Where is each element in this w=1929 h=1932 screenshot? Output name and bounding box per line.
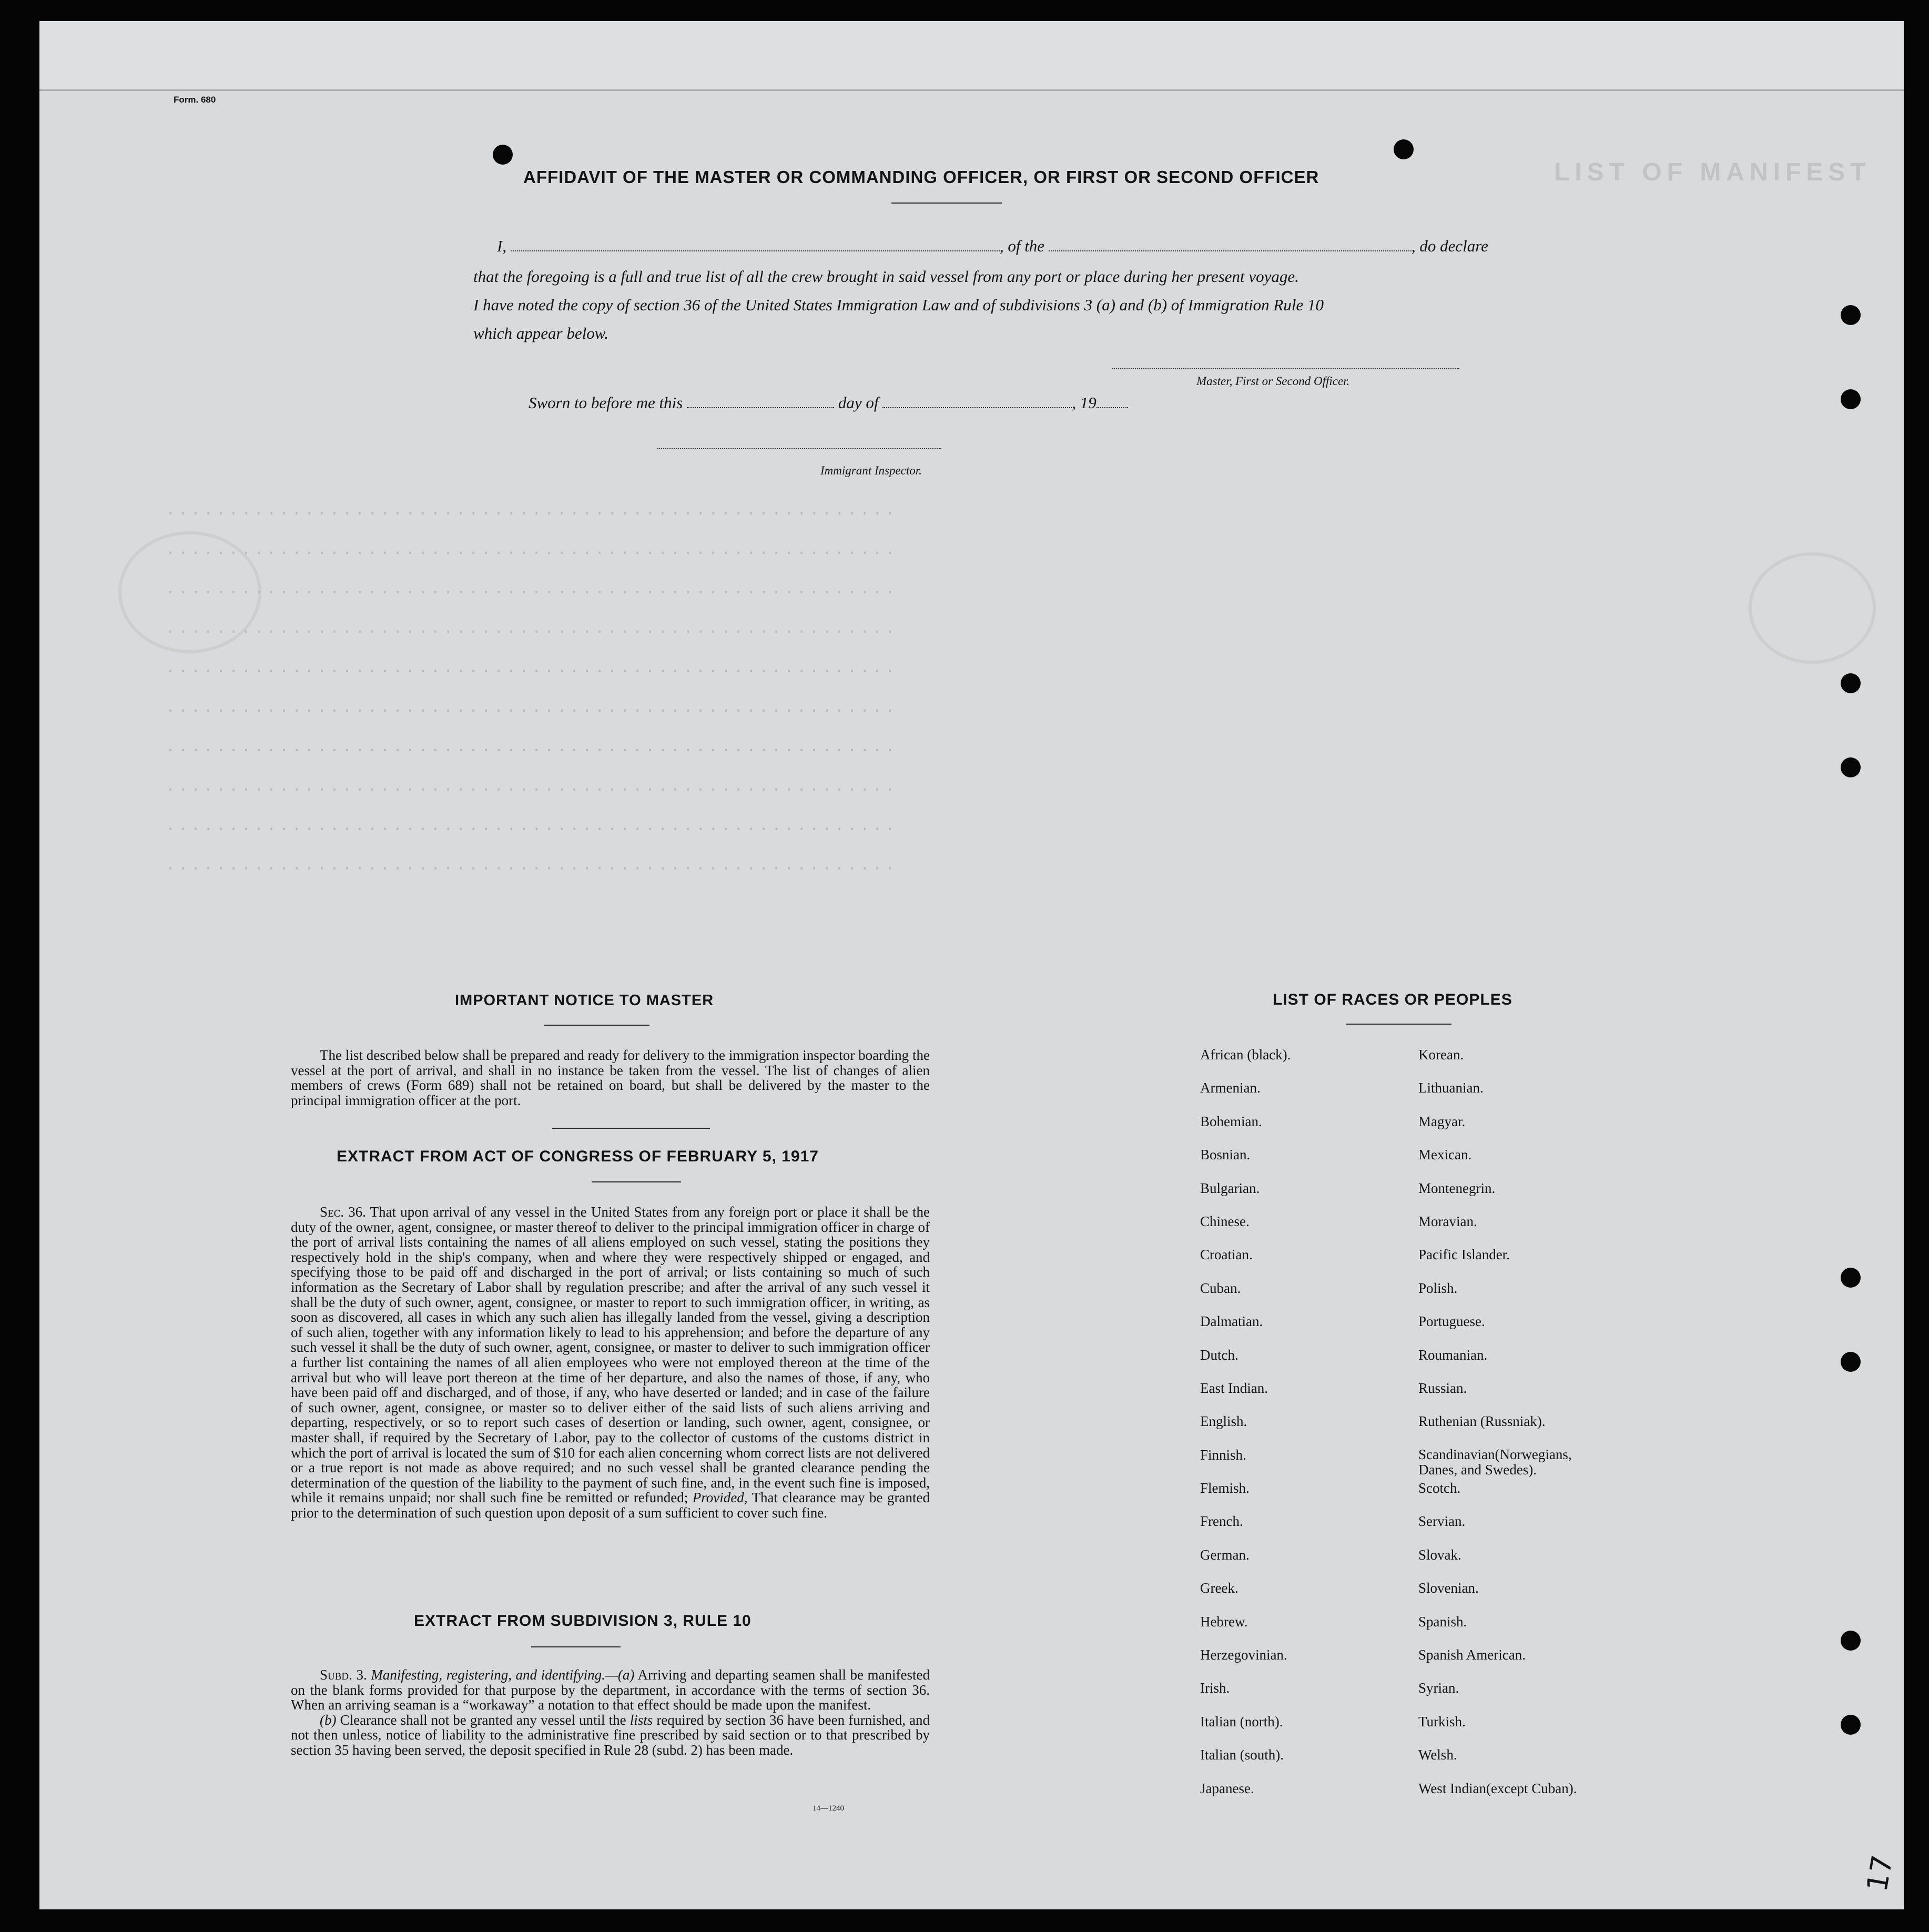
bleed-through-rows: ·························································· ·························································· ·························································· ·························································· ·························································· ·························································· ·························································· ·························································· ·························································· ·························································· <box>166 505 898 878</box>
punch-hole <box>1841 1715 1861 1735</box>
race-item: Greek. <box>1200 1580 1238 1596</box>
race-item: Flemish. <box>1200 1480 1250 1496</box>
act-text-proviso: That clearance may be granted prior to the determination of such question upon deposit of a sum sufficient to cover such fine. <box>291 1490 930 1521</box>
race-item: Pacific Islander. <box>1418 1247 1510 1263</box>
act-text <box>291 1205 930 1520</box>
race-item: Spanish American. <box>1418 1647 1526 1663</box>
declarant-prefix: I, <box>497 237 507 255</box>
race-item: Bohemian. <box>1200 1113 1262 1129</box>
sworn-year-blank <box>1097 407 1128 408</box>
affidavit-line-1 <box>473 237 1499 256</box>
sworn-line <box>529 393 1128 412</box>
punch-hole <box>493 145 513 165</box>
race-item: French. <box>1200 1513 1243 1530</box>
punch-hole <box>1841 1631 1861 1651</box>
act-provided: Provided, <box>692 1490 748 1506</box>
race-item: Turkish. <box>1418 1713 1466 1729</box>
punch-hole <box>1841 1268 1861 1288</box>
races-column-2 <box>1418 1047 1608 1814</box>
race-item: Korean. <box>1418 1047 1464 1063</box>
race-item: Lithuanian. <box>1418 1080 1484 1096</box>
act-title-rule <box>592 1181 681 1182</box>
race-item: Chinese. <box>1200 1213 1250 1229</box>
race-item: Bulgarian. <box>1200 1180 1260 1196</box>
race-item: Italian (north). <box>1200 1713 1283 1729</box>
sworn-day-blank <box>687 407 834 408</box>
top-paper-edge <box>39 21 1904 91</box>
race-item: Japanese. <box>1200 1780 1254 1796</box>
corner-handwritten-mark: 17 <box>1860 1853 1900 1894</box>
affidavit-line-2: that the foregoing is a full and true list of all the crew brought in said vessel from any port or place during her present voyage. <box>473 267 1299 286</box>
race-item: Mexican. <box>1418 1147 1472 1163</box>
race-item: Scotch. <box>1418 1480 1461 1496</box>
race-item: Portuguese. <box>1418 1313 1485 1330</box>
affidavit-line-4: which appear below. <box>473 324 608 342</box>
race-item: Syrian. <box>1418 1680 1459 1696</box>
race-item: Scandinavian(Norwegians, Danes, and Swedes). <box>1418 1446 1572 1478</box>
notice-title: IMPORTANT NOTICE TO MASTER <box>455 992 714 1009</box>
race-item: Bosnian. <box>1200 1147 1251 1163</box>
race-item: Hebrew. <box>1200 1613 1248 1630</box>
race-item: Moravian. <box>1418 1213 1477 1229</box>
notice-section-rule <box>552 1128 710 1129</box>
vessel-name-blank <box>1049 250 1412 251</box>
race-item: Polish. <box>1418 1280 1458 1296</box>
affidavit-line-3: I have noted the copy of section 36 of the United States Immigration Law and of subdivisions 3 (a) and (b) of Immigration Rule 10 <box>473 296 1324 314</box>
bleed-through-stamp-right <box>1749 552 1876 664</box>
race-item: Dalmatian. <box>1200 1313 1263 1330</box>
inspector-label: Immigrant Inspector. <box>820 464 922 477</box>
vessel-prefix: , of the <box>999 237 1045 255</box>
race-item: Slovak. <box>1418 1546 1461 1563</box>
rule-paragraph-a <box>291 1667 930 1713</box>
rule-text-b1: Clearance shall not be granted any vessel until the <box>340 1712 626 1728</box>
race-item: Dutch. <box>1200 1347 1238 1363</box>
declarant-name-blank <box>511 250 1000 251</box>
rule-b-label: (b) <box>320 1712 337 1728</box>
sworn-prefix: Sworn to before me this <box>529 393 683 412</box>
race-item: Cuban. <box>1200 1280 1241 1296</box>
notice-text <box>291 1048 930 1108</box>
document-page <box>39 21 1904 1909</box>
races-title: LIST OF RACES OR PEOPLES <box>1273 991 1512 1008</box>
race-item: Ruthenian (Russniak). <box>1418 1413 1546 1430</box>
race-item: Roumanian. <box>1418 1347 1488 1363</box>
punch-hole <box>1841 1352 1861 1372</box>
race-item: Russian. <box>1418 1380 1467 1396</box>
race-item: German. <box>1200 1546 1250 1563</box>
notice-paragraph: The list described below shall be prepared and ready for delivery to the immigration inspector boarding the vessel at the port of arrival, and shall in no instance be taken from the vessel. The list of changes of alien members of crews (Form 689) shall not be retained on board, but shall be delivered by the master to the principal immigration officer at the port. <box>291 1047 930 1108</box>
punch-hole <box>1841 673 1861 693</box>
inspector-signature-line <box>657 448 941 449</box>
race-item: English. <box>1200 1413 1247 1430</box>
act-title: EXTRACT FROM ACT OF CONGRESS OF FEBRUARY 5, 1917 <box>337 1148 819 1165</box>
rule-heading: Manifesting, registering, and identifying.—(a) <box>371 1667 635 1683</box>
punch-hole <box>1394 139 1414 159</box>
sworn-year-label: , 19 <box>1072 393 1097 412</box>
race-item: Irish. <box>1200 1680 1230 1696</box>
print-code: 14—1240 <box>813 1804 844 1813</box>
affidavit-title-rule <box>891 203 1002 204</box>
notice-title-rule <box>544 1025 649 1026</box>
sworn-month-blank <box>882 407 1072 408</box>
race-item: East Indian. <box>1200 1380 1268 1396</box>
rule-subd-label: Subd. 3. <box>320 1667 367 1683</box>
bleed-through-heading: LIST OF MANIFEST <box>1554 158 1871 186</box>
signature-label: Master, First or Second Officer. <box>1196 375 1350 388</box>
race-item: Croatian. <box>1200 1247 1253 1263</box>
punch-hole <box>1841 305 1861 325</box>
race-item: Slovenian. <box>1418 1580 1479 1596</box>
race-item: Herzegovinian. <box>1200 1647 1287 1663</box>
declare-suffix: , do declare <box>1411 237 1488 255</box>
race-item: Servian. <box>1418 1513 1466 1530</box>
race-item: African (black). <box>1200 1047 1291 1063</box>
act-section-label: Sec. 36. <box>320 1204 366 1220</box>
race-item: Italian (south). <box>1200 1747 1284 1763</box>
punch-hole <box>1841 757 1861 777</box>
rule-title-rule <box>531 1646 621 1647</box>
race-item: Finnish. <box>1200 1447 1246 1463</box>
rule-title: EXTRACT FROM SUBDIVISION 3, RULE 10 <box>414 1612 752 1630</box>
act-paragraph <box>291 1205 930 1520</box>
affidavit-title: AFFIDAVIT OF THE MASTER OR COMMANDING OFFICER, OR FIRST OR SECOND OFFICER <box>523 167 1319 187</box>
races-column-1 <box>1200 1047 1291 1814</box>
race-item: Spanish. <box>1418 1613 1467 1630</box>
rule-paragraph-b <box>291 1713 930 1758</box>
rule-text-a: Arriving and departing seamen shall be manifested on the blank forms provided for that purpose by the department, in accordance with the terms of section 36. When an arriving seaman is a “workaway” a notation to that effect should be made upon the manifest. <box>291 1667 930 1713</box>
rule-text <box>291 1667 930 1758</box>
race-item: Montenegrin. <box>1418 1180 1496 1196</box>
rule-text-b2: required by section 36 have been furnished, and not then unless, notice of liability to the administrative fine prescribed by said section or to that prescribed by section 35 having been served, the deposit specified in Rule 28 (subd. 2) has been made. <box>291 1712 930 1758</box>
rule-lists-word: lists <box>630 1712 653 1728</box>
form-number: Form. 680 <box>174 95 216 105</box>
punch-hole <box>1841 389 1861 409</box>
act-text-main: That upon arrival of any vessel in the United States from any foreign port or place it shall be the duty of the owner, agent, consignee, or master thereof to deliver to the principal immigration officer in charge of the port of arrival lists containing the names of all aliens employed on such vessel, stating the positions they respectively hold in the ship's company, when and where they were respectively shipped or engaged, and specifying those to be paid off and discharged in the port of arrival; or lists containing so much of such information as the Secretary of Labor shall by regulation prescribe; and after the arrival of any such vessel it shall be the duty of such owner, agent, consignee, or master to report to such immigration officer, in writing, as soon as discovered, all cases in which any such alien has illegally landed from the vessel, giving a description of such alien, together with any information likely to lead to his apprehension; and before the departure of any such vessel it shall be the duty of such owner, agent, consignee, or master to deliver to such immigration officer a further list containing the names of all alien employees who were not employed thereon at the time of the arrival but who will leave port thereon at the time of her departure, and also the names of those, if any, who have been paid off and discharged, and of those, if any, who have deserted or landed; and in case of the failure of such owner, agent, consignee, or master so to deliver either of the said lists of such aliens arriving and departing, respectively, or so to report such cases of desertion or landing, such owner, agent, consignee, or master shall, if required by the Secretary of Labor, pay to the collector of customs of the customs district in which the port of arrival is located the sum of $10 for each alien concerning whom correct lists are not delivered or a true report is not made as above required; and no such vessel shall be granted clearance pending the determination of the question of the liability to the payment of such fine, and, in the event such fine is imposed, while it remains unpaid; nor shall such fine be remitted or refunded; <box>291 1204 930 1506</box>
races-title-rule <box>1346 1024 1451 1025</box>
race-item: Magyar. <box>1418 1113 1466 1129</box>
race-item: Armenian. <box>1200 1080 1261 1096</box>
sworn-day-label: day of <box>838 393 879 412</box>
signature-line <box>1112 368 1459 369</box>
race-item: West Indian(except Cuban). <box>1418 1780 1577 1796</box>
race-item: Welsh. <box>1418 1747 1457 1763</box>
